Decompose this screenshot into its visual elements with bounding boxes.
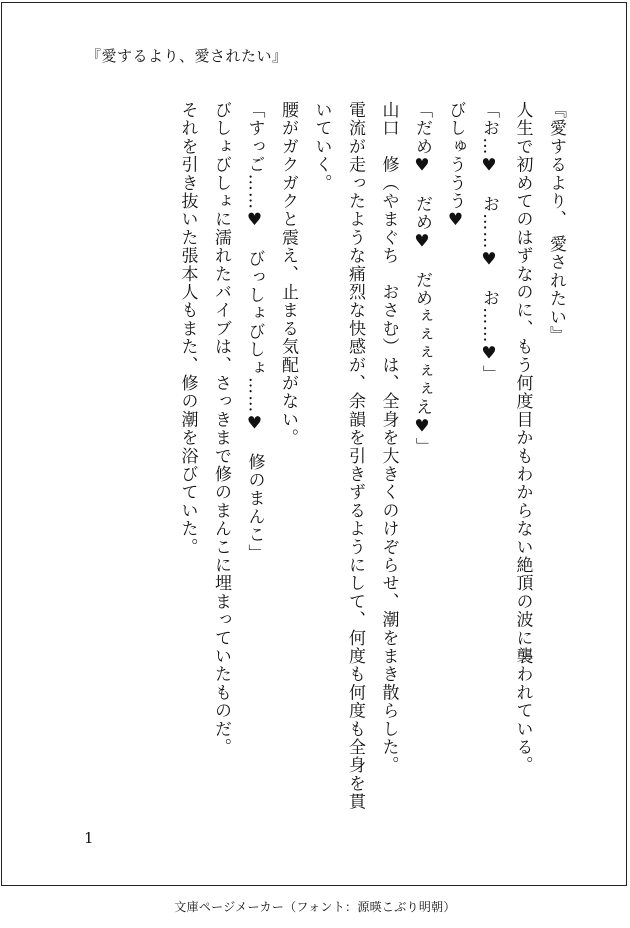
vertical-text-body	[72, 101, 572, 821]
story-title: 『愛するより、 愛されたい』	[546, 101, 566, 345]
paragraph: びしゅううう♥	[445, 101, 466, 232]
paragraph: 人生で初めてのはずなのに、もう何度目かもわからない絶頂の波に襲われている。	[512, 101, 533, 775]
paragraph: びしょびしょに濡れたバイブは、さっきまで修のまんこに埋まっていたものだ。	[211, 101, 231, 757]
paragraph: 腰がガクガクと震え、止まる気配がない。	[278, 101, 298, 447]
paragraph: 山口 修（やまぐち おさむ）は、全身を大きくのけぞらせ、潮をまき散らした。	[378, 101, 399, 775]
running-header: 『愛するより、愛されたい』	[86, 47, 288, 65]
paragraph: それを引き抜いた張本人もまた、修の潮を浴びていた。	[177, 101, 198, 556]
paragraph: 「だめ♥ だめ♥ だめぇぇぇぇぇえ♥」	[412, 101, 432, 456]
paragraph: 電流が走ったような痛烈な快感が、余韻を引きずるようにして、何度も何度も全身を貫いていく。	[311, 101, 365, 811]
paragraph: 「お…♥ お……♥ お……♥」	[479, 101, 499, 383]
footer-credit: 文庫ページメーカー（フォント：源暎こぶり明朝）	[174, 900, 456, 914]
page-number: 1	[84, 829, 94, 847]
paragraph: 「すっご……♥ びっしょびしょ……♥ 修のまんこ」	[244, 101, 265, 562]
book-page	[1, 2, 627, 886]
